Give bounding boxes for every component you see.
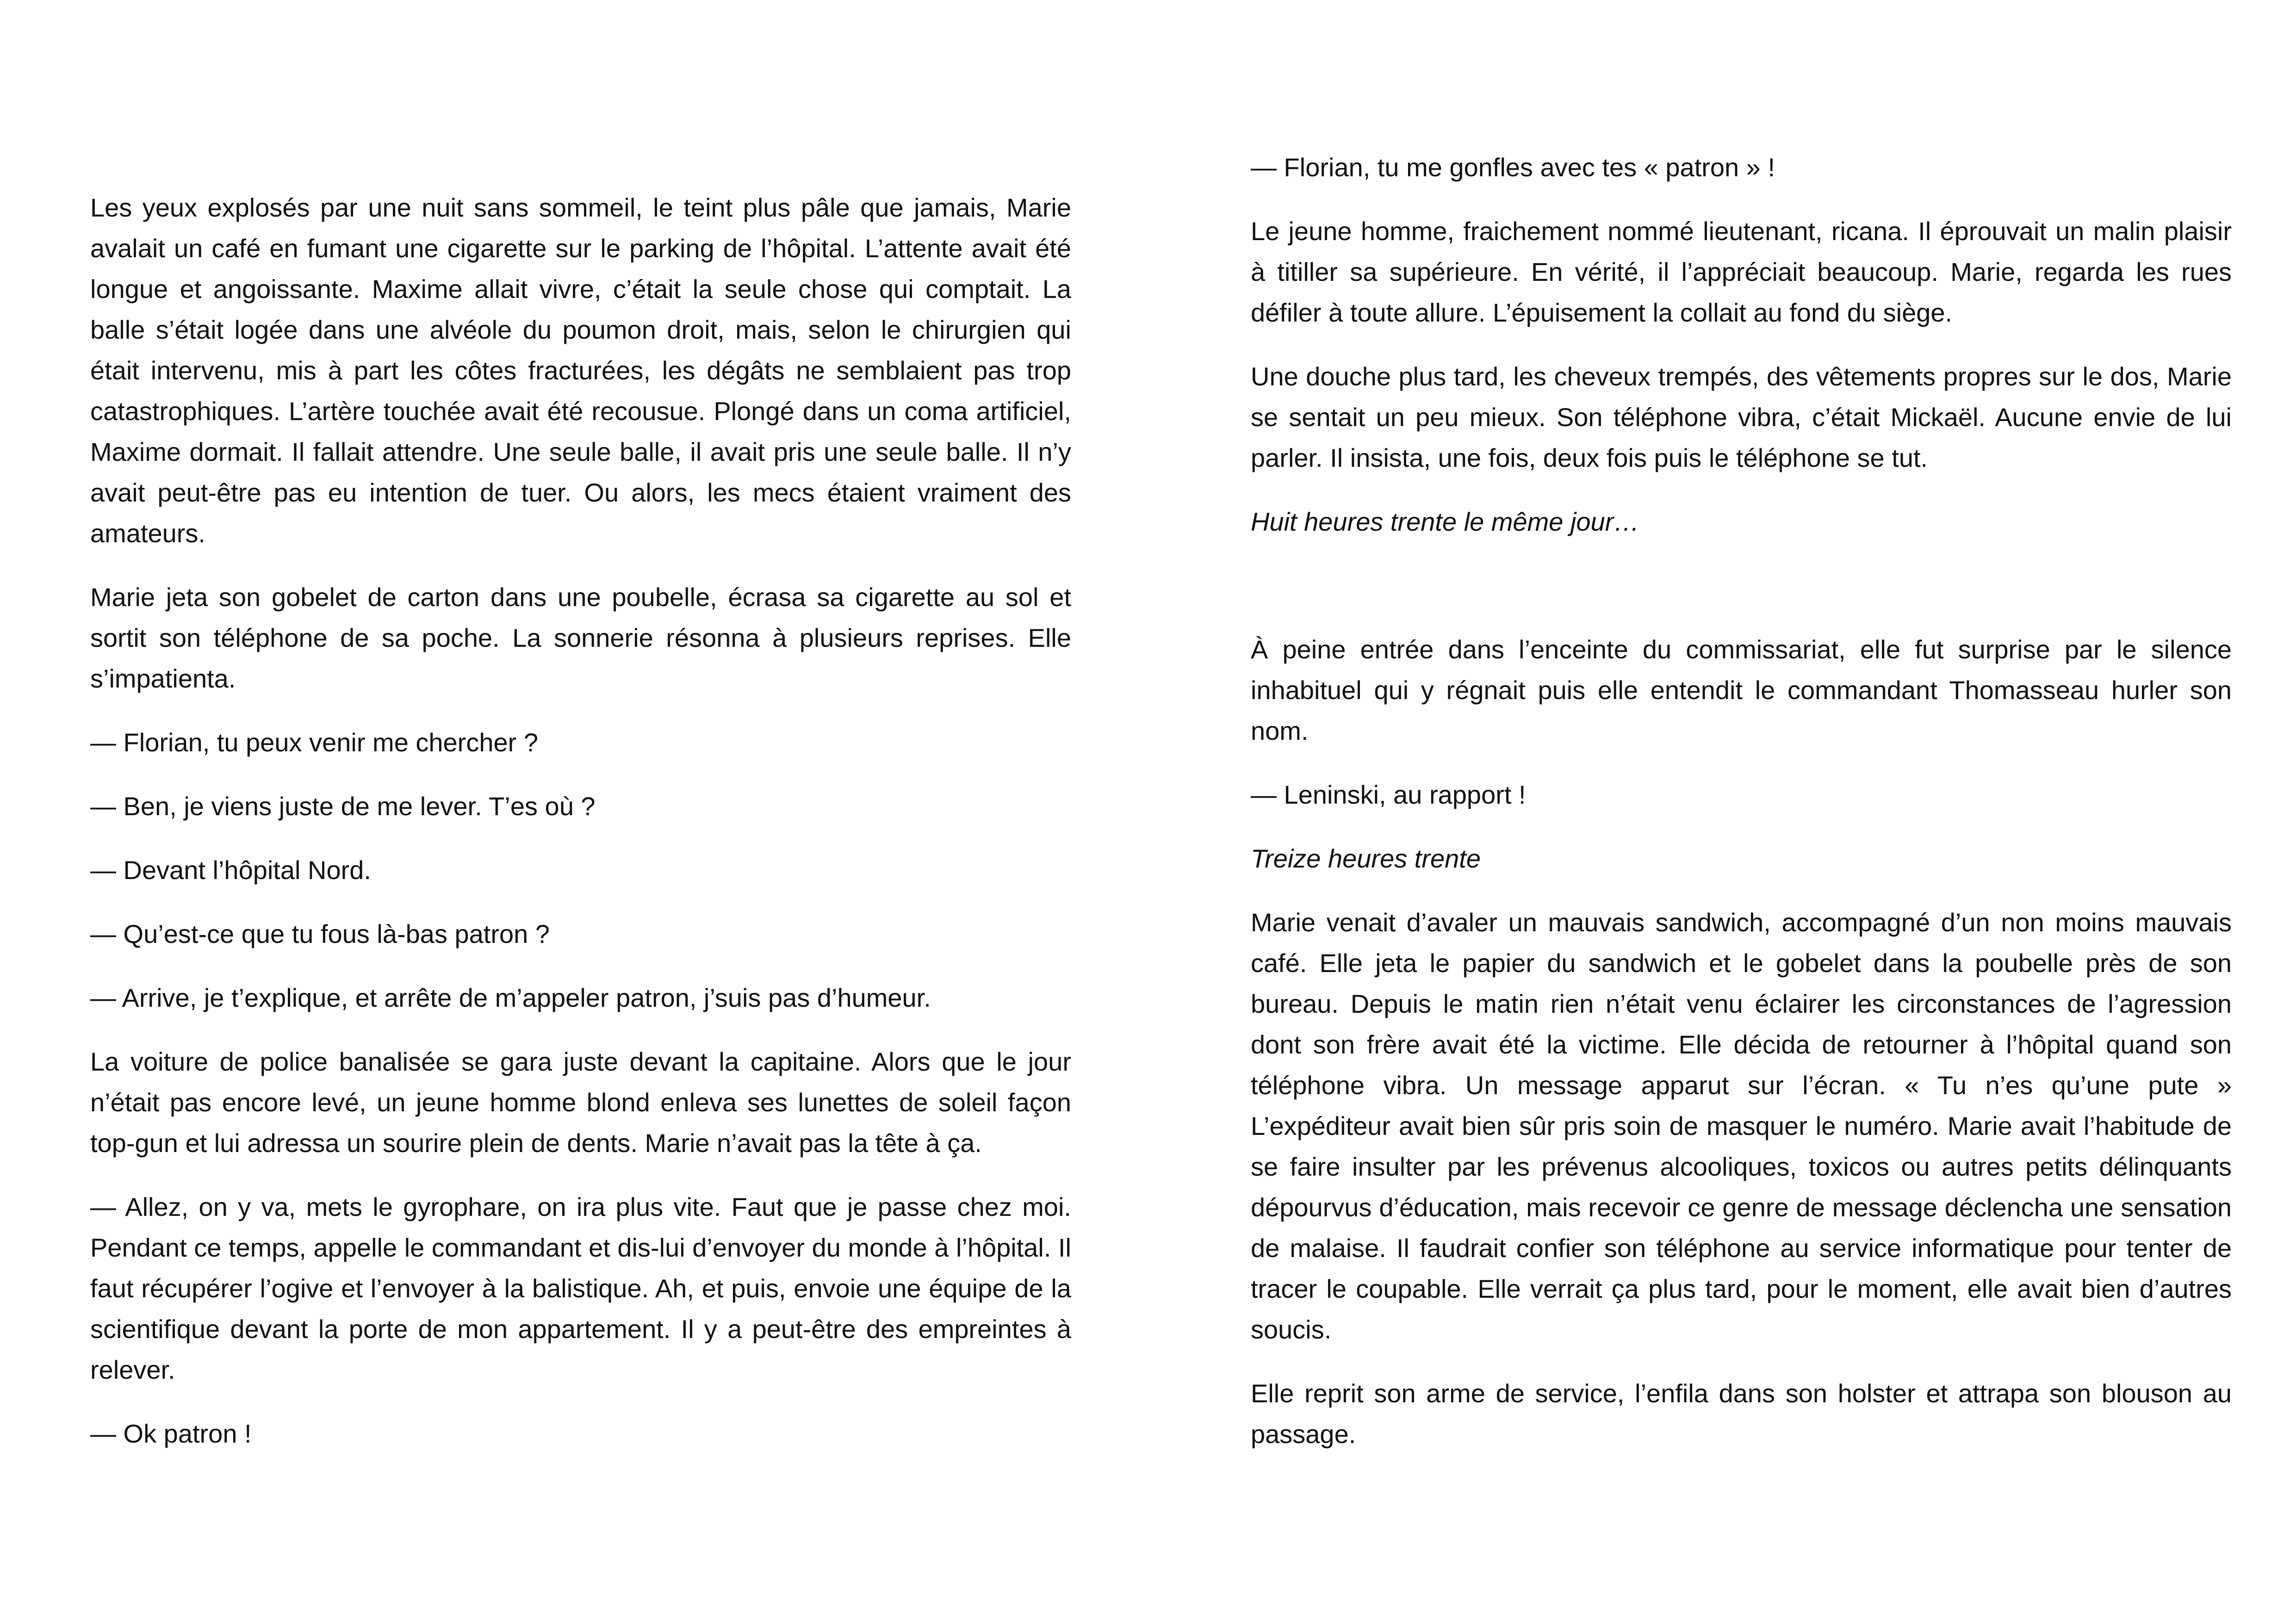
- right-page: [1251, 147, 2232, 1478]
- dialog-line: — Arrive, je t’explique, et arrête de m’appeler patron, j’suis pas d’humeur.: [90, 983, 931, 1012]
- paragraph: Les yeux explosés par une nuit sans sommeil, le teint plus pâle que jamais, Marie avalait un café en fumant une cigarette sur le parking de l’hôpital. L’attente avait été longue et angoissante. Maxime allait vivre, c’était la seule chose qui comptait. La balle s’était logée dans une alvéole du poumon droit, mais, selon le chirurgien qui était intervenu, mis à part les côtes fracturées, les dégâts ne semblaient pas trop catastrophiques. L’artère touchée avait été recousue. Plongé dans un coma artificiel, Maxime dormait. Il fallait attendre. Une seule balle, il avait pris une seule balle. Il n’y avait peut-être pas eu intention de tuer. Ou alors, les mecs étaient vraiment des amateurs.: [90, 193, 1071, 548]
- dialog-line: — Devant l’hôpital Nord.: [90, 855, 371, 885]
- dialog-line: — Florian, tu peux venir me chercher ?: [90, 728, 538, 757]
- paragraph: À peine entrée dans l’enceinte du commissariat, elle fut surprise par le silence inhabituel qui y régnait puis elle entendit le commandant Thomasseau hurler son nom.: [1251, 635, 2232, 745]
- paragraph: — Allez, on y va, mets le gyrophare, on ira plus vite. Faut que je passe chez moi. Pendant ce temps, appelle le commandant et dis-lui d’envoyer du monde à l’hôpital. Il faut récupérer l’ogive et l’envoyer à la balistique. Ah, et puis, envoie une équipe de la scientifique devant la porte de mon appartement. Il y a peut-être des empreintes à relever.: [90, 1192, 1071, 1384]
- paragraph: Une douche plus tard, les cheveux trempés, des vêtements propres sur le dos, Marie se sentait un peu mieux. Son téléphone vibra, c’était Mickaël. Aucune envie de lui parler. Il insista, une fois, deux fois puis le téléphone se tut.: [1251, 362, 2232, 472]
- time-heading: Treize heures trente: [1251, 844, 1481, 873]
- dialog-line: — Ok patron !: [90, 1419, 252, 1448]
- dialog-line: — Leninski, au rapport !: [1251, 780, 1526, 809]
- paragraph: Marie venait d’avaler un mauvais sandwich, accompagné d’un non moins mauvais café. Elle jeta le papier du sandwich et le gobelet dans la poubelle près de son bureau. Depuis le matin rien n’était venu éclairer les circonstances de l’agression dont son frère avait été la victime. Elle décida de retourner à l’hôpital quand son téléphone vibra. Un message apparut sur l’écran. « Tu n’es qu’une pute » L’expéditeur avait bien sûr pris soin de masquer le numéro. Marie avait l’habitude de se faire insulter par les prévenus alcooliques, toxicos ou autres petits délinquants dépourvus d’éducation, mais recevoir ce genre de message déclencha une sensation de malaise. Il faudrait confier son téléphone au service informatique pour tenter de tracer le coupable. Elle verrait ça plus tard, pour le moment, elle avait bien d’autres soucis.: [1251, 908, 2232, 1344]
- left-page: [90, 187, 1071, 1477]
- section-break: [1251, 565, 2232, 629]
- time-heading: Huit heures trente le même jour…: [1251, 507, 1640, 536]
- dialog-line: — Florian, tu me gonfles avec tes « patron » !: [1251, 153, 1775, 182]
- dialog-line: — Ben, je viens juste de me lever. T’es où ?: [90, 792, 596, 821]
- paragraph: Le jeune homme, fraichement nommé lieutenant, ricana. Il éprouvait un malin plaisir à titiller sa supérieure. En vérité, il l’appréciait beaucoup. Marie, regarda les rues défiler à toute allure. L’épuisement la collait au fond du siège.: [1251, 217, 2232, 327]
- paragraph: Marie jeta son gobelet de carton dans une poubelle, écrasa sa cigarette au sol et sortit son téléphone de sa poche. La sonnerie résonna à plusieurs reprises. Elle s’impatienta.: [90, 582, 1071, 693]
- paragraph: Elle reprit son arme de service, l’enfila dans son holster et attrapa son blouson au passage.: [1251, 1379, 2232, 1449]
- dialog-line: — Qu’est-ce que tu fous là-bas patron ?: [90, 919, 550, 948]
- paragraph: La voiture de police banalisée se gara juste devant la capitaine. Alors que le jour n’était pas encore levé, un jeune homme blond enleva ses lunettes de soleil façon top-gun et lui adressa un sourire plein de dents. Marie n’avait pas la tête à ça.: [90, 1047, 1071, 1158]
